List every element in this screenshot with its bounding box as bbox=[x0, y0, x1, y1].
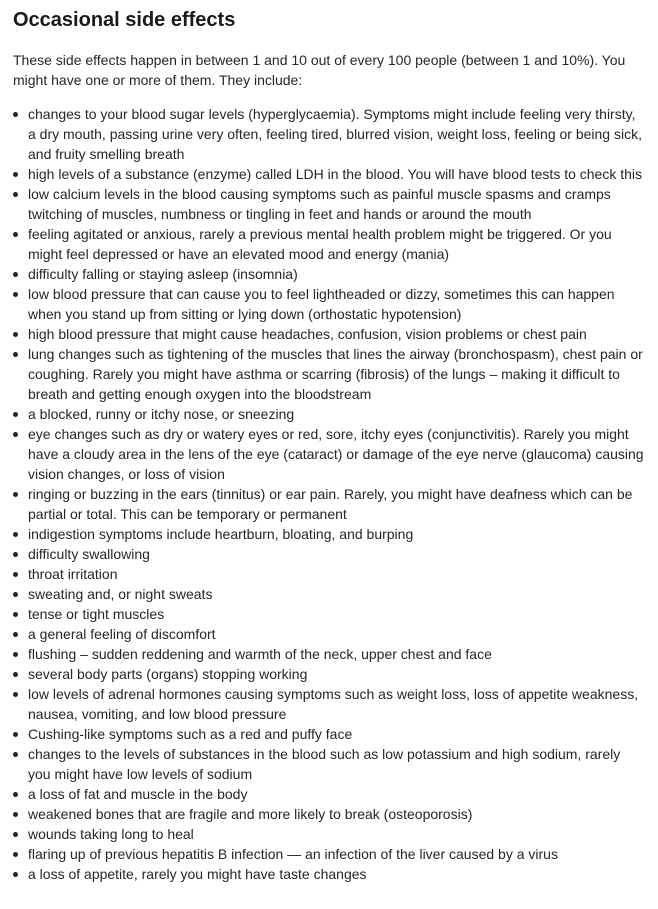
list-item: wounds taking long to heal bbox=[13, 824, 645, 844]
list-item: Cushing-like symptoms such as a red and puffy face bbox=[13, 724, 645, 744]
list-item: a loss of fat and muscle in the body bbox=[13, 784, 645, 804]
list-item: eye changes such as dry or watery eyes or red, sore, itchy eyes (conjunctivitis). Rarely you might have a cloudy area in the lens of the eye (cataract) or damage of the eye nerve (glaucoma) causing vision changes, or loss of vision bbox=[13, 424, 645, 484]
list-item: several body parts (organs) stopping working bbox=[13, 664, 645, 684]
list-item: difficulty swallowing bbox=[13, 544, 645, 564]
list-item: throat irritation bbox=[13, 564, 645, 584]
list-item: difficulty falling or staying asleep (insomnia) bbox=[13, 264, 645, 284]
list-item: low blood pressure that can cause you to feel lightheaded or dizzy, sometimes this can happen when you stand up from sitting or lying down (orthostatic hypotension) bbox=[13, 284, 645, 324]
list-item: a blocked, runny or itchy nose, or sneezing bbox=[13, 404, 645, 424]
list-item: high levels of a substance (enzyme) called LDH in the blood. You will have blood tests to check this bbox=[13, 164, 645, 184]
side-effects-section bbox=[13, 0, 645, 884]
list-item: a loss of appetite, rarely you might have taste changes bbox=[13, 864, 645, 884]
section-title: Occasional side effects bbox=[13, 9, 236, 31]
intro-paragraph: These side effects happen in between 1 and 10 out of every 100 people (between 1 and 10%). You might have one or more of them. They include: bbox=[13, 52, 626, 88]
list-item: weakened bones that are fragile and more likely to break (osteoporosis) bbox=[13, 804, 645, 824]
list-item: feeling agitated or anxious, rarely a previous mental health problem might be triggered. Or you might feel depressed or have an elevated mood and energy (mania) bbox=[13, 224, 645, 264]
list-item: changes to the levels of substances in the blood such as low potassium and high sodium, rarely you might have low levels of sodium bbox=[13, 744, 645, 784]
list-item: changes to your blood sugar levels (hyperglycaemia). Symptoms might include feeling very thirsty, a dry mouth, passing urine very often, feeling tired, blurred vision, weight loss, feeling or being sick, and fruity smelling breath bbox=[13, 104, 645, 164]
list-item: flaring up of previous hepatitis B infection — an infection of the liver caused by a virus bbox=[13, 844, 645, 864]
list-item: low calcium levels in the blood causing symptoms such as painful muscle spasms and cramps twitching of muscles, numbness or tingling in feet and hands or around the mouth bbox=[13, 184, 645, 224]
list-item: tense or tight muscles bbox=[13, 604, 645, 624]
list-item: indigestion symptoms include heartburn, bloating, and burping bbox=[13, 524, 645, 544]
side-effects-list bbox=[13, 104, 645, 884]
list-item: low levels of adrenal hormones causing symptoms such as weight loss, loss of appetite weakness, nausea, vomiting, and low blood pressure bbox=[13, 684, 645, 724]
list-item: lung changes such as tightening of the muscles that lines the airway (bronchospasm), chest pain or coughing. Rarely you might have asthma or scarring (fibrosis) of the lungs – making it difficult to breath and getting enough oxygen into the bloodstream bbox=[13, 344, 645, 404]
list-item: sweating and, or night sweats bbox=[13, 584, 645, 604]
list-item: high blood pressure that might cause headaches, confusion, vision problems or chest pain bbox=[13, 324, 645, 344]
list-item: a general feeling of discomfort bbox=[13, 624, 645, 644]
list-item: flushing – sudden reddening and warmth of the neck, upper chest and face bbox=[13, 644, 645, 664]
list-item: ringing or buzzing in the ears (tinnitus) or ear pain. Rarely, you might have deafness which can be partial or total. This can be temporary or permanent bbox=[13, 484, 645, 524]
